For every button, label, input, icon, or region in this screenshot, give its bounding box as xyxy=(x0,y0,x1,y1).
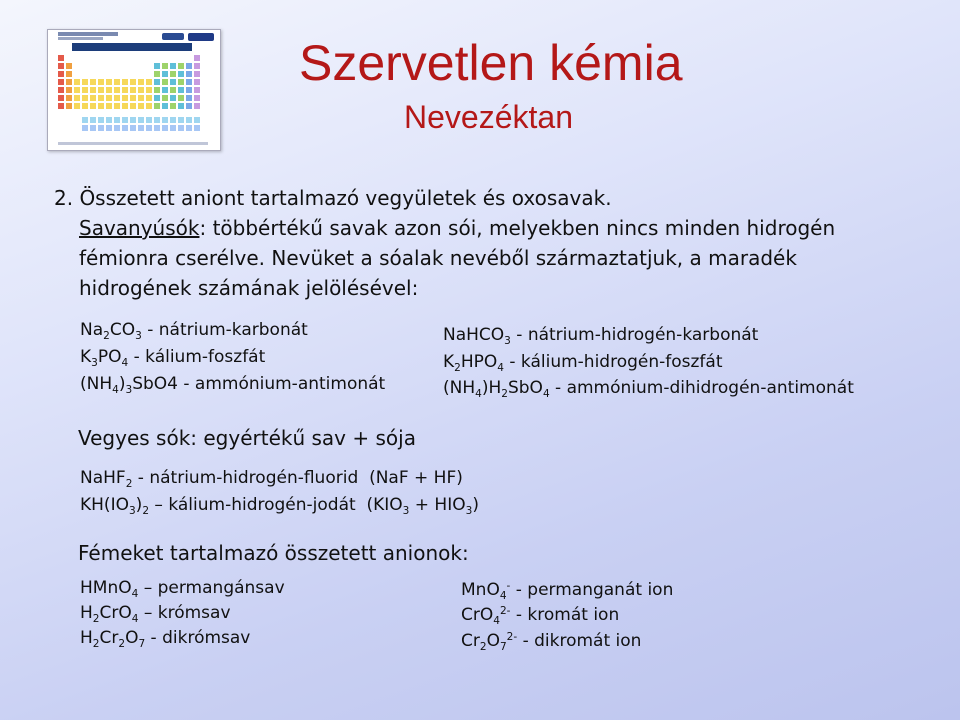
element-cell xyxy=(138,95,144,101)
element-cell xyxy=(154,125,160,131)
normal-salt-row: $K_3PO_4$ - kálium-foszfát xyxy=(80,347,266,369)
element-cell xyxy=(194,71,200,77)
formula: CrO$_4^{2-}$ xyxy=(461,605,511,627)
element-cell xyxy=(114,95,120,101)
element-cell xyxy=(114,103,120,109)
element-cell xyxy=(106,79,112,85)
element-cell xyxy=(162,87,168,93)
element-cell xyxy=(98,79,104,85)
element-cell xyxy=(154,79,160,85)
metal-anions-heading: Fémeket tartalmazó összetett anionok: xyxy=(78,541,469,565)
element-cell xyxy=(90,87,96,93)
element-cell xyxy=(170,87,176,93)
element-cell xyxy=(146,95,152,101)
element-cell xyxy=(98,125,104,131)
element-cell xyxy=(186,125,192,131)
element-cell xyxy=(58,63,64,69)
element-cell xyxy=(194,103,200,109)
acid-row: HMnO$_4$ – permangánsav xyxy=(80,578,285,600)
acid-row: $H_2Cr_2O_7$ - dikrómsav xyxy=(80,628,251,650)
ion-row: CrO$_4^{2-}$ - kromát ion xyxy=(461,605,620,627)
element-cell xyxy=(146,87,152,93)
element-cell xyxy=(66,103,72,109)
formula: $(NH_4)H_2SbO_4$ xyxy=(443,378,550,400)
element-cell xyxy=(90,95,96,101)
element-cell xyxy=(82,87,88,93)
element-cell xyxy=(170,63,176,69)
element-cell xyxy=(114,117,120,123)
element-cell xyxy=(162,79,168,85)
element-cell xyxy=(90,117,96,123)
element-cell xyxy=(66,63,72,69)
element-cell xyxy=(58,87,64,93)
element-cell xyxy=(98,103,104,109)
intro-line-3: fémionra cserélve. Nevüket a sóalak nevéből származtatjuk, a maradék xyxy=(79,246,797,270)
element-cell xyxy=(114,125,120,131)
element-cell xyxy=(66,79,72,85)
element-cell xyxy=(122,103,128,109)
element-cell xyxy=(162,95,168,101)
element-cell xyxy=(186,63,192,69)
element-cell xyxy=(66,87,72,93)
element-cell xyxy=(170,103,176,109)
element-cell xyxy=(162,103,168,109)
element-cell xyxy=(90,103,96,109)
element-cell xyxy=(138,103,144,109)
element-cell xyxy=(146,103,152,109)
element-cell xyxy=(170,117,176,123)
element-cell xyxy=(122,87,128,93)
formula: $H_2Cr_2O_7$ xyxy=(80,628,146,650)
element-cell xyxy=(154,87,160,93)
element-cell xyxy=(74,95,80,101)
element-cell xyxy=(74,87,80,93)
element-cell xyxy=(82,103,88,109)
element-cell xyxy=(178,79,184,85)
linde-logo xyxy=(188,33,214,41)
element-cell xyxy=(186,103,192,109)
acid-salt-row: $K_2HPO_4$ - kálium-hidrogén-foszfát xyxy=(443,352,723,374)
element-cell xyxy=(82,95,88,101)
formula: $KH(IO_3)_2$ xyxy=(80,495,150,517)
element-cell xyxy=(74,79,80,85)
acid-row: $H_2CrO_4$ – krómsav xyxy=(80,603,231,625)
element-cell xyxy=(130,79,136,85)
formula: MnO$_4$- xyxy=(461,580,511,602)
element-cell xyxy=(82,125,88,131)
element-cell xyxy=(162,125,168,131)
element-cell xyxy=(138,79,144,85)
element-cell xyxy=(138,117,144,123)
element-cell xyxy=(98,95,104,101)
element-cell xyxy=(194,117,200,123)
element-cell xyxy=(130,87,136,93)
element-cell xyxy=(154,117,160,123)
element-cell xyxy=(186,117,192,123)
mixed-salt-row: $KH(IO_3)_2$ – kálium-hidrogén-jodát $(KIO_3 + HIO_3)$ xyxy=(80,495,479,517)
element-cell xyxy=(178,63,184,69)
element-cell xyxy=(58,79,64,85)
element-cell xyxy=(146,79,152,85)
element-cell xyxy=(106,95,112,101)
element-cell xyxy=(130,125,136,131)
element-cell xyxy=(82,79,88,85)
element-cell xyxy=(146,125,152,131)
normal-salt-row: $Na_2CO_3$ - nátrium-karbonát xyxy=(80,320,308,342)
element-cell xyxy=(194,125,200,131)
element-cell xyxy=(74,103,80,109)
element-cell xyxy=(154,95,160,101)
element-cell xyxy=(170,71,176,77)
element-cell xyxy=(194,63,200,69)
formula: $Cr_2O_7^{2-}$ xyxy=(461,631,518,653)
formula: $K_3PO_4$ xyxy=(80,347,129,369)
element-cell xyxy=(106,125,112,131)
ion-row: $Cr_2O_7^{2-}$ - dikromát ion xyxy=(461,631,642,653)
element-cell xyxy=(138,87,144,93)
element-cell xyxy=(122,117,128,123)
element-cell xyxy=(106,103,112,109)
periodic-table-image xyxy=(47,29,221,151)
element-cell xyxy=(178,87,184,93)
element-cell xyxy=(130,117,136,123)
element-cell xyxy=(58,103,64,109)
formula-equivalent: (NaF + HF) xyxy=(369,468,463,488)
intro-line-1: 2. Összetett aniont tartalmazó vegyületek és oxosavak. xyxy=(54,186,612,210)
element-cell xyxy=(186,95,192,101)
acid-salt-term: Savanyúsók xyxy=(79,216,200,240)
element-cell xyxy=(186,71,192,77)
element-cell xyxy=(122,125,128,131)
element-cell xyxy=(66,95,72,101)
element-cell xyxy=(146,117,152,123)
element-cell xyxy=(154,103,160,109)
element-cell xyxy=(114,79,120,85)
element-cell xyxy=(170,125,176,131)
formula-equivalent: $(KIO_3 + HIO_3)$ xyxy=(366,495,479,517)
element-cell xyxy=(162,63,168,69)
formula: $H_2CrO_4$ xyxy=(80,603,139,625)
intro-line-2: Savanyúsók: többértékű savak azon sói, melyekben nincs minden hidrogén xyxy=(79,216,836,240)
element-cell xyxy=(178,103,184,109)
element-cell xyxy=(58,95,64,101)
element-cell xyxy=(122,95,128,101)
element-cell xyxy=(82,117,88,123)
formula: NaHF$_2$ xyxy=(80,468,133,490)
element-cell xyxy=(138,125,144,131)
element-cell xyxy=(106,117,112,123)
mixed-salts-heading: Vegyes sók: egyértékű sav + sója xyxy=(78,426,416,450)
acid-salt-row: NaHCO$_3$ - nátrium-hidrogén-karbonát xyxy=(443,325,759,347)
element-cell xyxy=(162,71,168,77)
element-cell xyxy=(98,117,104,123)
element-cell xyxy=(154,71,160,77)
normal-salt-row: $(NH_4)_3SbO4$ - ammónium-antimonát xyxy=(80,374,386,396)
element-cell xyxy=(130,95,136,101)
element-cell xyxy=(178,125,184,131)
element-cell xyxy=(194,95,200,101)
formula: $Na_2CO_3$ xyxy=(80,320,142,342)
element-cell xyxy=(90,125,96,131)
mixed-salt-row: NaHF$_2$ - nátrium-hidrogén-fluorid (NaF + HF) xyxy=(80,468,463,490)
element-cell xyxy=(58,55,64,61)
element-cell xyxy=(186,79,192,85)
element-cell xyxy=(170,95,176,101)
formula: HMnO$_4$ xyxy=(80,578,139,600)
element-cell xyxy=(90,79,96,85)
element-cell xyxy=(186,87,192,93)
element-cell xyxy=(130,103,136,109)
brand-logo xyxy=(162,33,184,40)
element-cell xyxy=(122,79,128,85)
element-cell xyxy=(114,87,120,93)
element-cell xyxy=(194,87,200,93)
ion-row: MnO$_4$- - permanganát ion xyxy=(461,580,674,602)
element-cell xyxy=(106,87,112,93)
element-cell xyxy=(162,117,168,123)
formula: $(NH_4)_3SbO4$ xyxy=(80,374,178,396)
element-cell xyxy=(98,87,104,93)
intro-line-4: hidrogének számának jelölésével: xyxy=(79,276,419,300)
element-cell xyxy=(154,63,160,69)
element-cell xyxy=(178,71,184,77)
element-cell xyxy=(194,55,200,61)
element-cell xyxy=(58,71,64,77)
slide-title: Szervetlen kémia xyxy=(299,35,683,91)
element-cell xyxy=(178,117,184,123)
element-cell xyxy=(170,79,176,85)
element-cell xyxy=(66,71,72,77)
slide-subtitle: Nevezéktan xyxy=(404,99,573,135)
formula: $K_2HPO_4$ xyxy=(443,352,504,374)
element-cell xyxy=(178,95,184,101)
element-cell xyxy=(194,79,200,85)
acid-salt-row: $(NH_4)H_2SbO_4$ - ammónium-dihidrogén-antimonát xyxy=(443,378,854,400)
formula: NaHCO$_3$ xyxy=(443,325,511,347)
